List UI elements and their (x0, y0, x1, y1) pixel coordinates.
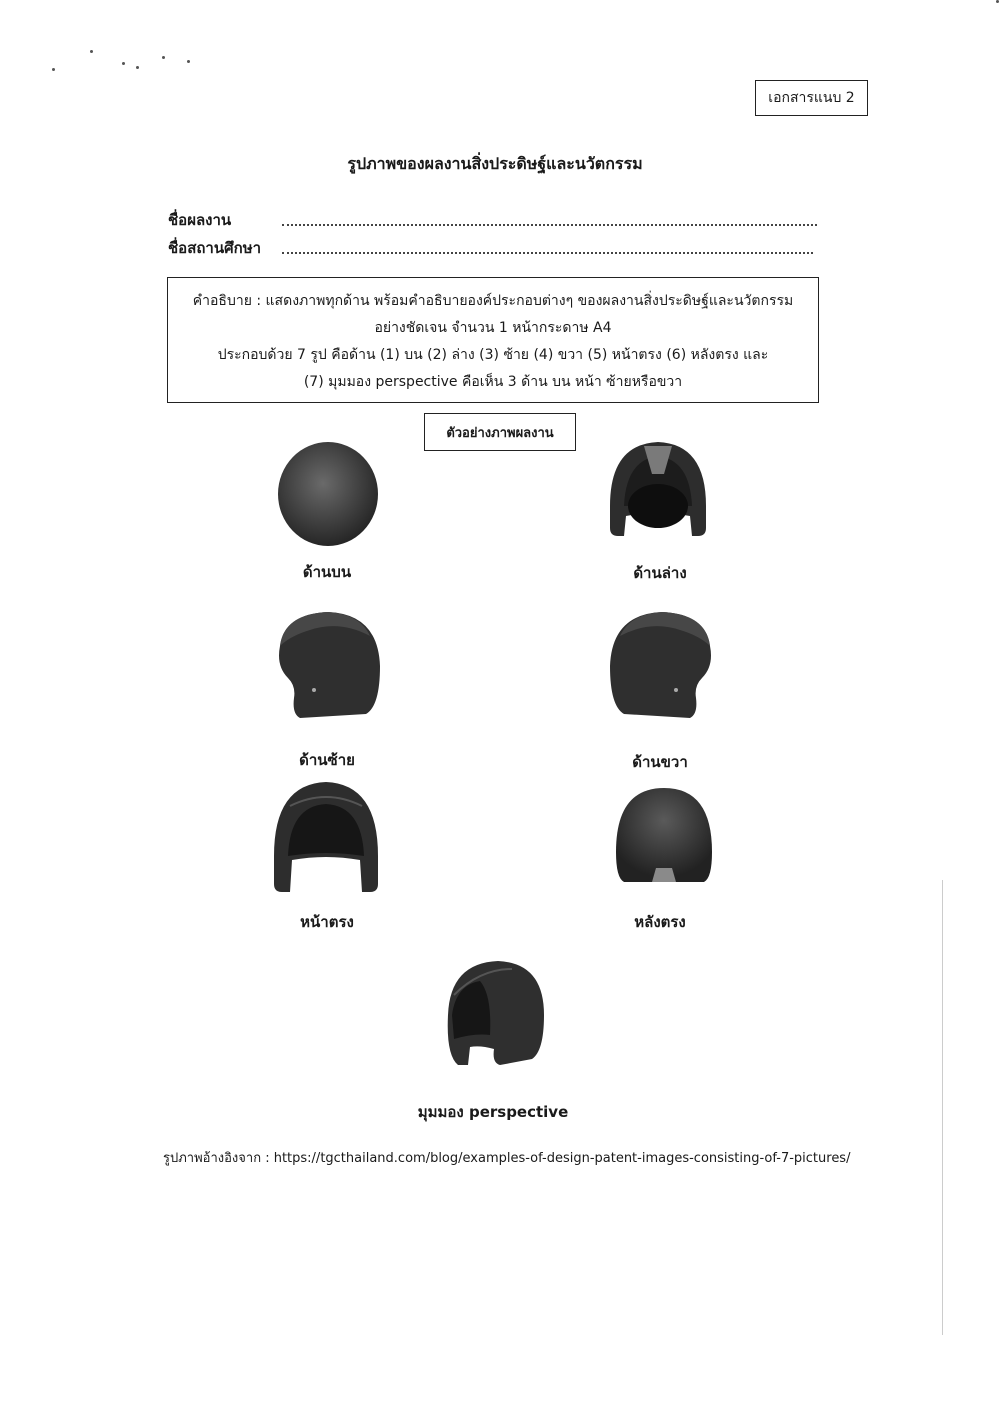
helmet-left-view-image (270, 606, 386, 722)
image-reference: รูปภาพอ้างอิงจาก : https://tgcthailand.com/blog/examples-of-design-patent-images-consisting-of-7-pictures/ (163, 1151, 851, 1166)
helmet-front-view-image (268, 776, 384, 896)
scan-speck (996, 0, 999, 3)
top-view-label: ด้านบน (302, 563, 352, 581)
scan-speck (162, 56, 165, 59)
helmet-perspective-view-image (440, 955, 550, 1071)
perspective-view-label: มุมมอง perspective (417, 1103, 569, 1121)
attachment-tag (755, 80, 868, 116)
school-name-label: ชื่อสถานศึกษา (168, 239, 262, 257)
scan-speck (122, 62, 125, 65)
scan-speck (136, 66, 139, 69)
scan-speck (187, 60, 190, 63)
front-view-label: หน้าตรง (300, 913, 354, 931)
work-name-field[interactable] (282, 224, 817, 226)
description-line: (7) มุมมอง perspective คือเห็น 3 ด้าน บน หน้า ซ้ายหรือขวา (303, 374, 683, 390)
left-view-label: ด้านซ้าย (299, 751, 355, 769)
helmet-top-view-image (270, 438, 386, 550)
description-line: อย่างชัดเจน จำนวน 1 หน้ากระดาษ A4 (374, 320, 612, 336)
scan-speck (90, 50, 93, 53)
description-box (167, 277, 819, 403)
school-name-field[interactable] (282, 252, 813, 254)
back-view-label: หลังตรง (634, 913, 686, 931)
scan-speck (52, 68, 55, 71)
attachment-tag-text: เอกสารแนบ 2 (768, 90, 855, 106)
helmet-right-view-image (602, 606, 720, 722)
example-images-tag-text: ตัวอย่างภาพผลงาน (446, 425, 554, 441)
example-images-tag (424, 413, 576, 451)
page-title: รูปภาพของผลงานสิ่งประดิษฐ์และนวัตกรรม (347, 154, 643, 173)
helmet-bottom-view-image (602, 436, 714, 548)
helmet-back-view-image (608, 782, 720, 894)
bottom-view-label: ด้านล่าง (633, 564, 687, 582)
description-line: ประกอบด้วย 7 รูป คือด้าน (1) บน (2) ล่าง (3) ซ้าย (4) ขวา (5) หน้าตรง (6) หลังตรง และ (217, 347, 769, 363)
work-name-label: ชื่อผลงาน (168, 211, 232, 229)
right-view-label: ด้านขวา (632, 753, 688, 771)
scan-edge-line (942, 880, 943, 1335)
description-line: คำอธิบาย : แสดงภาพทุกด้าน พร้อมคำอธิบายองค์ประกอบต่างๆ ของผลงานสิ่งประดิษฐ์และนวัตกรรม (192, 293, 794, 309)
